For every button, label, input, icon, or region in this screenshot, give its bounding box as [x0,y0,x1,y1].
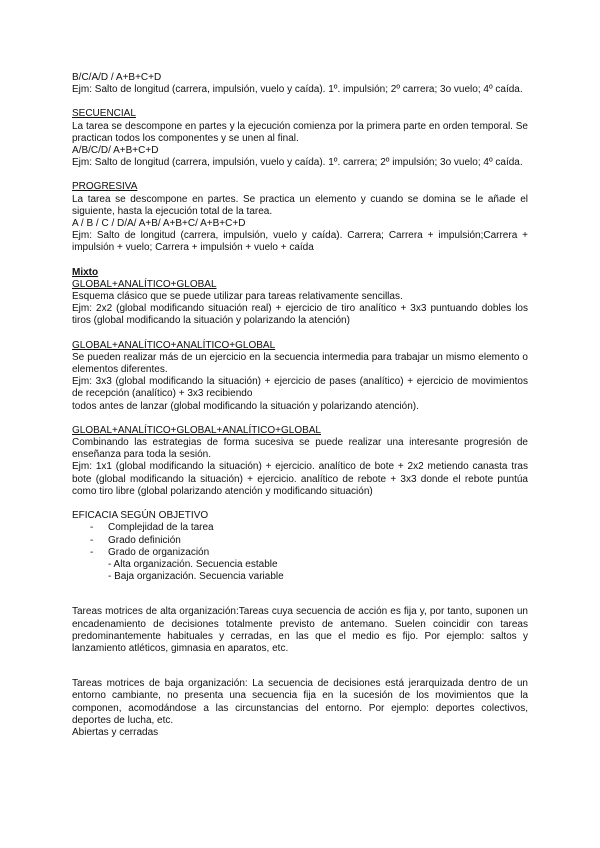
dash-bullet: - [90,522,94,534]
dash-bullet: - [90,534,94,546]
eficacia-heading: EFICACIA SEGÚN OBJETIVO [72,510,209,522]
spacer [72,169,528,181]
progresiva-description: La tarea se descompone en partes. Se practica un elemento y cuando se domina se le añade el siguiente, hasta la ejecución total de la tarea. [72,193,528,217]
spacer [72,328,528,340]
sub-list-item: - Alta organización. Secuencia estable [108,558,278,570]
secuencial-description: La tarea se descompone en partes y la ejecución comienza por la primera parte en orden temporal. Se practican todos los componentes y se unen al final. [72,120,528,144]
list-item-text: Complejidad de la tarea [108,522,214,534]
list-item [72,547,528,559]
secuencial-example: Ejm: Salto de longitud (carrera, impulsión, vuelo y caída). 1º. carrera; 2º impulsión; 3o vuelo; 4º caída. [72,157,523,169]
progresiva-formula: A / B / C / D/A/ A+B/ A+B+C/ A+B+C+D [72,218,246,230]
spacer [72,255,528,267]
list-item [72,522,528,534]
spacer [72,498,528,510]
mixto-section-text: Se pueden realizar más de un ejercicio en la secuencia intermedia para trabajar un mismo elemento o elementos diferentes. [72,351,528,376]
alta-organizacion-paragraph: Tareas motrices de alta organización:Tareas cuya secuencia de acción es fija y, por tanto, suponen un encadenamiento de decisiones totalmente previsto de antemano. Suelen coincidir con tareas predominantemente habituales y cerradas, en las que el medio es fijo. Por ejemplo: saltos y lanzamiento atléticos, gimnasia en aparatos, etc. [72,606,528,654]
spacer [72,583,528,595]
eficacia-list [72,522,528,583]
progresiva-example: Ejm: Salto de longitud (carrera, impulsión, vuelo y caída). Carrera; Carrera + impulsión;Carrera + impulsión + vuelo; Carrera + impulsión + vuelo + caída [72,230,528,254]
mixto-heading: Mixto [72,266,99,278]
spacer [72,655,528,667]
mixto-section-title: GLOBAL+ANALÍTICO+GLOBAL [72,278,217,290]
dash-bullet: - [90,546,94,558]
mixto-section-title: GLOBAL+ANALÍTICO+ANALÍTICO+GLOBAL [72,339,276,351]
mixto-section-text: Ejm: 1x1 (global modificando la situación) + ejercicio. analítico de bote + 2x2 metiendo canasta tras bote (global modificando la situación) + ejercicio. analítico de rebote + 3x3 donde el rebote puntúa como tiro libre (global polarizando atención y modificando situación) [72,461,528,497]
list-item-text: Grado de organización [108,546,210,558]
document-page [72,72,528,739]
mixto-section-text: Ejm: 3x3 (global modificando la situación) + ejercicio de pases (analítico) + ejercicio de movimientos de recepción (analítico) + 3x3 recibiendo [72,376,528,400]
mixto-section-text: Combinando las estrategias de forma sucesiva se puede realizar una interesante progresión de enseñanza para toda la sesión. [72,437,528,461]
intro-example: Ejm: Salto de longitud (carrera, impulsión, vuelo y caída). 1º. impulsión; 2º carrera; 3o vuelo; 4º caída. [72,84,523,96]
list-item [72,535,528,547]
secuencial-formula: A/B/C/D/ A+B+C+D [72,145,159,157]
list-item-text: Grado definición [108,534,181,546]
mixto-section-text: Ejm: 2x2 (global modificando situación real) + ejercicio de tiro analítico + 3x3 puntuando dobles los tiros (global modificando la situación y polarizando la atención) [72,303,528,327]
mixto-section-text: Esquema clásico que se puede utilizar para tareas relativamente sencillas. [72,291,403,303]
mixto-section-text: todos antes de lanzar (global modificando la situación y polarizando atención). [72,400,419,412]
mixto-section-title: GLOBAL+ANALÍTICO+GLOBAL+ANALÍTICO+GLOBAL [72,424,321,436]
spacer [72,96,528,108]
closing-line: Abiertas y cerradas [72,726,159,738]
intro-formula: B/C/A/D / A+B+C+D [72,72,162,83]
spacer [72,595,528,606]
secuencial-heading: SECUENCIAL [72,108,136,120]
progresiva-heading: PROGRESIVA [72,181,138,193]
sub-list-item: - Baja organización. Secuencia variable [108,571,284,583]
baja-organizacion-paragraph: Tareas motrices de baja organización: La secuencia de decisiones está jerarquizada dentro de un entorno cambiante, no presenta una secuencia fija en la sucesión de los movimientos que la componen, acomodándose a las circunstancias del entorno. Por ejemplo: deportes colectivos, deportes de lucha, etc. [72,678,528,726]
spacer [72,413,528,425]
spacer [72,667,528,678]
